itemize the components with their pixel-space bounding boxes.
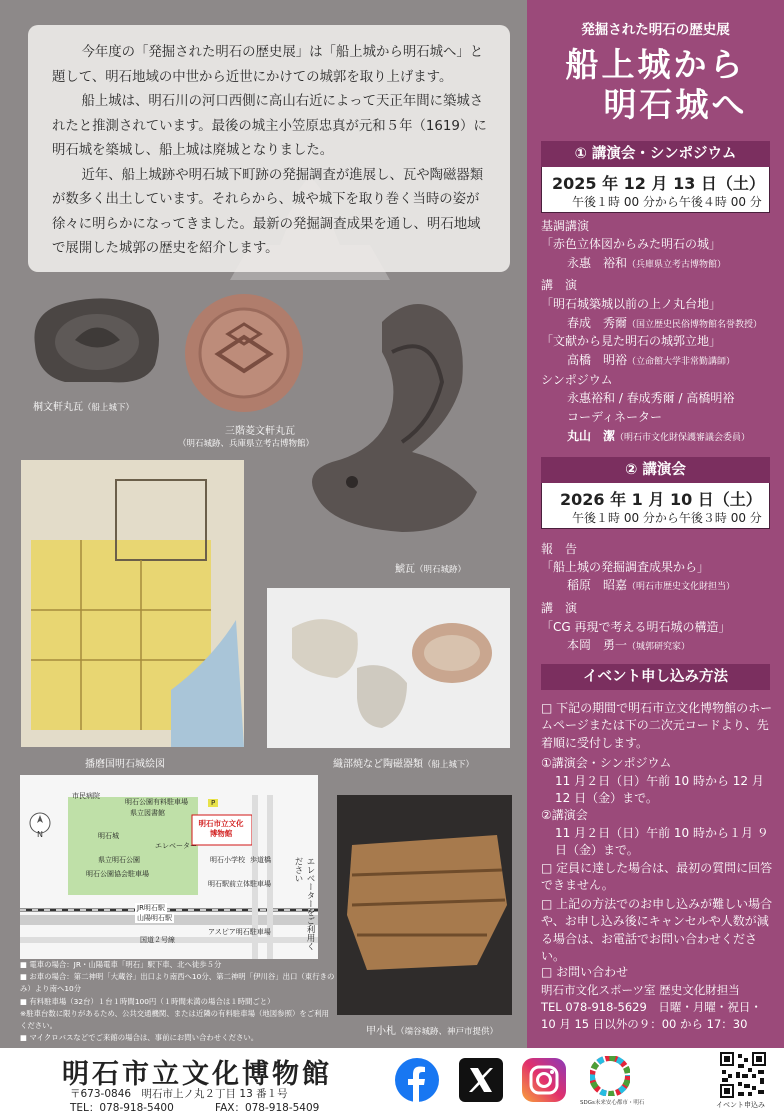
- access-note-car: ■ お車の場合：第二神明「大蔵谷」出口より南西へ10分、第二神明「伊川谷」出口（東行きのみ）より南へ10分: [20, 972, 335, 994]
- map-elevator-note: エレベーターをご利用ください: [293, 857, 315, 951]
- lecture-label: 講 演: [541, 278, 578, 292]
- apply-symposium-period: 11 月２日（日）午前 10 時から 12 月 12 日（金）まで。: [555, 774, 764, 806]
- armor-source: （端谷城跡、神戸市提供）: [396, 1027, 499, 1037]
- access-note-bus: ■ マイクロバスなどでご来館の場合は、事前にお問い合わせください。: [20, 1033, 259, 1043]
- ceramics-source: （船上城下）: [423, 760, 475, 770]
- map-p-mark: P: [208, 799, 218, 807]
- footer: [0, 1048, 784, 1112]
- tile1-caption: 桐文軒丸瓦: [33, 402, 83, 413]
- ceramics-photo: [267, 588, 510, 748]
- map-walkway: 歩道橋: [250, 856, 271, 864]
- shachi-caption: 鯱瓦: [395, 564, 415, 575]
- access-map: [20, 775, 318, 959]
- lecture2-speaker: 高橋 明裕: [567, 353, 628, 367]
- apply-capacity-note: □ 定員に達した場合は、最初の質問に回答できません。: [541, 861, 773, 893]
- apply-paragraph-1: □ 下記の期間で明石市立文化博物館のホームページまたは下の二次元コードより、先着順に受付します。: [541, 701, 773, 750]
- tile1-source: （船上城下）: [83, 403, 135, 413]
- map-park: 県立明石公園: [98, 856, 140, 864]
- section2-lecture-label: 講 演: [541, 601, 578, 615]
- access-note-parking-limit: ※駐車台数に限りがあるため、公共交通機関、または近隣の有料駐車場（地図参照）をご利用ください。: [20, 1008, 329, 1031]
- exhibit-title-line2: 明石城へ: [603, 85, 748, 124]
- ceramics-caption: 織部焼など陶磁器類: [333, 759, 423, 770]
- lecture1-speaker: 春成 秀爾: [567, 316, 628, 330]
- castle-map-caption: 播磨国明石城絵図: [85, 759, 165, 770]
- apply-symposium-head: ①講演会・シンポジウム: [541, 756, 672, 770]
- map-school: 明石小学校: [210, 856, 245, 864]
- coordinator-affiliation: （明石市文化財保護審議会委員）: [615, 433, 751, 443]
- access-note-parking: ■ 有料駐車場（32台）１台１時間100円（１時間未満の場合は１時間ごと）: [20, 996, 275, 1006]
- contact-hours: 10 月 15 日以外の９：00 から 17：30: [541, 1017, 748, 1031]
- map-elevator: エレベーター: [155, 842, 197, 850]
- tile2-caption: 三階菱文軒丸瓦: [225, 426, 295, 437]
- map-library: 県立図書館: [130, 809, 165, 817]
- intro-paragraph-2: 船上城は、明石川の河口西側に高山右近によって天正年間に築城されたと推測されています。最後の城主小笠原忠真が元和５年（1619）に明石城を築城し、船上城は廃城となりました。: [52, 94, 487, 158]
- map-road: 国道２号線: [140, 936, 175, 944]
- section2-date: 2026 年 1 月 10 日（土）: [560, 490, 762, 509]
- section2-time: 午後１時 00 分から午後３時 00 分: [572, 511, 762, 525]
- map-station-parking: 明石駅前立体駐車場: [208, 880, 271, 888]
- coordinator-name: 丸山 潔: [567, 429, 616, 443]
- museum-tel: TEL：078-918-5400: [70, 1102, 174, 1112]
- section1-date: 2025 年 12 月 13 日（土）: [552, 174, 765, 193]
- map-sanyo: 山陽明石駅: [137, 914, 172, 922]
- shachi-source: （明石城跡）: [415, 565, 467, 575]
- map-hospital: 市民病院: [72, 792, 100, 800]
- access-note-train: ■ 電車の場合：JR・山陽電車「明石」駅下車、北へ徒歩５分: [20, 960, 222, 969]
- map-aspia: アスピア明石駐車場: [208, 928, 271, 936]
- contact-tel: TEL 078-918-5629 日曜・月曜・祝日・: [541, 1000, 762, 1014]
- section1-header: ① 講演会・シンポジウム: [541, 141, 770, 167]
- castle-map-photo: [21, 460, 244, 747]
- report-label: 報 告: [541, 542, 578, 556]
- section2-lecture-affiliation: （城郭研究家）: [627, 642, 691, 652]
- keynote-title: 「赤色立体図からみた明石の城」: [541, 237, 722, 251]
- report-affiliation: （明石市歴史文化財担当）: [627, 582, 736, 592]
- section2-header: ② 講演会: [541, 457, 770, 483]
- tile1-photo: [25, 290, 167, 390]
- section1-time: 午後１時 00 分から午後４時 00 分: [572, 195, 762, 209]
- section2-datebox: [541, 483, 770, 529]
- apply-phone-note: □ 上記の方法でのお申し込みが難しい場合や、お申し込み後にキャンセルや人数が減る場合は、お電話でお問い合わせください。: [541, 897, 773, 964]
- map-north: N: [37, 830, 43, 839]
- apply-lecture-period: 11 月２日（日）午前 10 時から１月 ９日（金）まで。: [555, 826, 769, 858]
- keynote-speaker: 永惠 裕和: [567, 256, 628, 270]
- section2-lecture-speaker: 本岡 勇一: [567, 638, 628, 652]
- facebook-icon[interactable]: [395, 1058, 439, 1102]
- apply-lecture-head: ②講演会: [541, 808, 588, 822]
- tile2-photo: [183, 292, 305, 414]
- museum-fax: FAX：078-918-5409: [215, 1102, 320, 1112]
- series-title: 発掘された明石の歴史展: [581, 22, 730, 38]
- armor-caption: 甲小札: [366, 1026, 396, 1037]
- event-panel: [527, 0, 784, 1048]
- lecture1-affiliation: （国立歴史民俗博物館名誉教授）: [627, 320, 763, 330]
- coordinator-label: コーディネーター: [567, 410, 663, 424]
- sdgs-wheel-icon: [590, 1056, 630, 1096]
- symposium-label: シンポジウム: [541, 373, 613, 387]
- lecture2-title: 「文献から見た明石の城郭立地」: [541, 334, 722, 348]
- map-museum: 明石市立文化博物館: [198, 819, 244, 838]
- contact-org: 明石市文化スポーツ室 歴史文化財担当: [541, 983, 740, 997]
- contact-head: □ お問い合わせ: [541, 965, 629, 979]
- apply-header: イベント申し込み方法: [541, 664, 770, 690]
- intro-paragraph-1: 今年度の「発掘された明石の歴史展」は「船上城から明石城へ」と題して、明石地域の中世から近世にかけての城郭を取り上げます。: [52, 45, 484, 85]
- lecture1-title: 「明石城築城以前の上ノ丸台地」: [541, 297, 722, 311]
- intro-paragraph-3: 近年、船上城跡や明石城下町跡の発掘調査が進展し、瓦や陶磁器類が数多く出土しています。それらから、城や城下を取り巻く当時の姿が徐々に明らかになってきました。最新の発掘調査成果を通し、明石地域で展開した城郭の歴史を紹介します。: [52, 167, 484, 256]
- lecture2-affiliation: （立命館大学非常勤講師）: [627, 357, 736, 367]
- keynote-affiliation: （兵庫県立考古博物館）: [627, 260, 727, 270]
- report-speaker: 稲原 昭嘉: [567, 578, 628, 592]
- qr-caption: イベント申込み: [716, 1101, 765, 1109]
- museum-name: 明石市立文化博物館: [62, 1059, 332, 1090]
- map-castle: 明石城: [98, 832, 119, 840]
- map-station: JR明石駅: [137, 904, 165, 912]
- section1-datebox: [541, 167, 770, 213]
- map-parking-north: 明石公園有料駐車場: [125, 798, 188, 806]
- instagram-icon[interactable]: [522, 1058, 566, 1102]
- x-icon[interactable]: [459, 1058, 503, 1102]
- intro-text-box: [28, 25, 510, 272]
- qr-code-icon[interactable]: [718, 1050, 768, 1100]
- keynote-label: 基調講演: [541, 219, 590, 233]
- report-title: 「船上城の発掘調査成果から」: [541, 560, 710, 574]
- museum-address: 〒673-0846 明石市上ノ丸２丁目 13 番１号: [70, 1088, 288, 1100]
- exhibit-title-line1: 船上城から: [565, 45, 746, 84]
- map-association-parking: 明石公園協会駐車場: [86, 870, 149, 878]
- symposium-members: 永惠裕和 / 春成秀爾 / 高橋明裕: [567, 391, 735, 405]
- tile2-source: （明石城跡、兵庫県立考古博物館）: [178, 439, 315, 449]
- shachi-photo: [292, 292, 502, 552]
- armor-photo: [337, 795, 512, 1015]
- sdgs-caption: SDGs未来安心都市・明石: [580, 1100, 645, 1106]
- access-notes: [20, 959, 335, 1044]
- section2-lecture-title: 「CG 再現で考える明石城の構造」: [541, 620, 731, 634]
